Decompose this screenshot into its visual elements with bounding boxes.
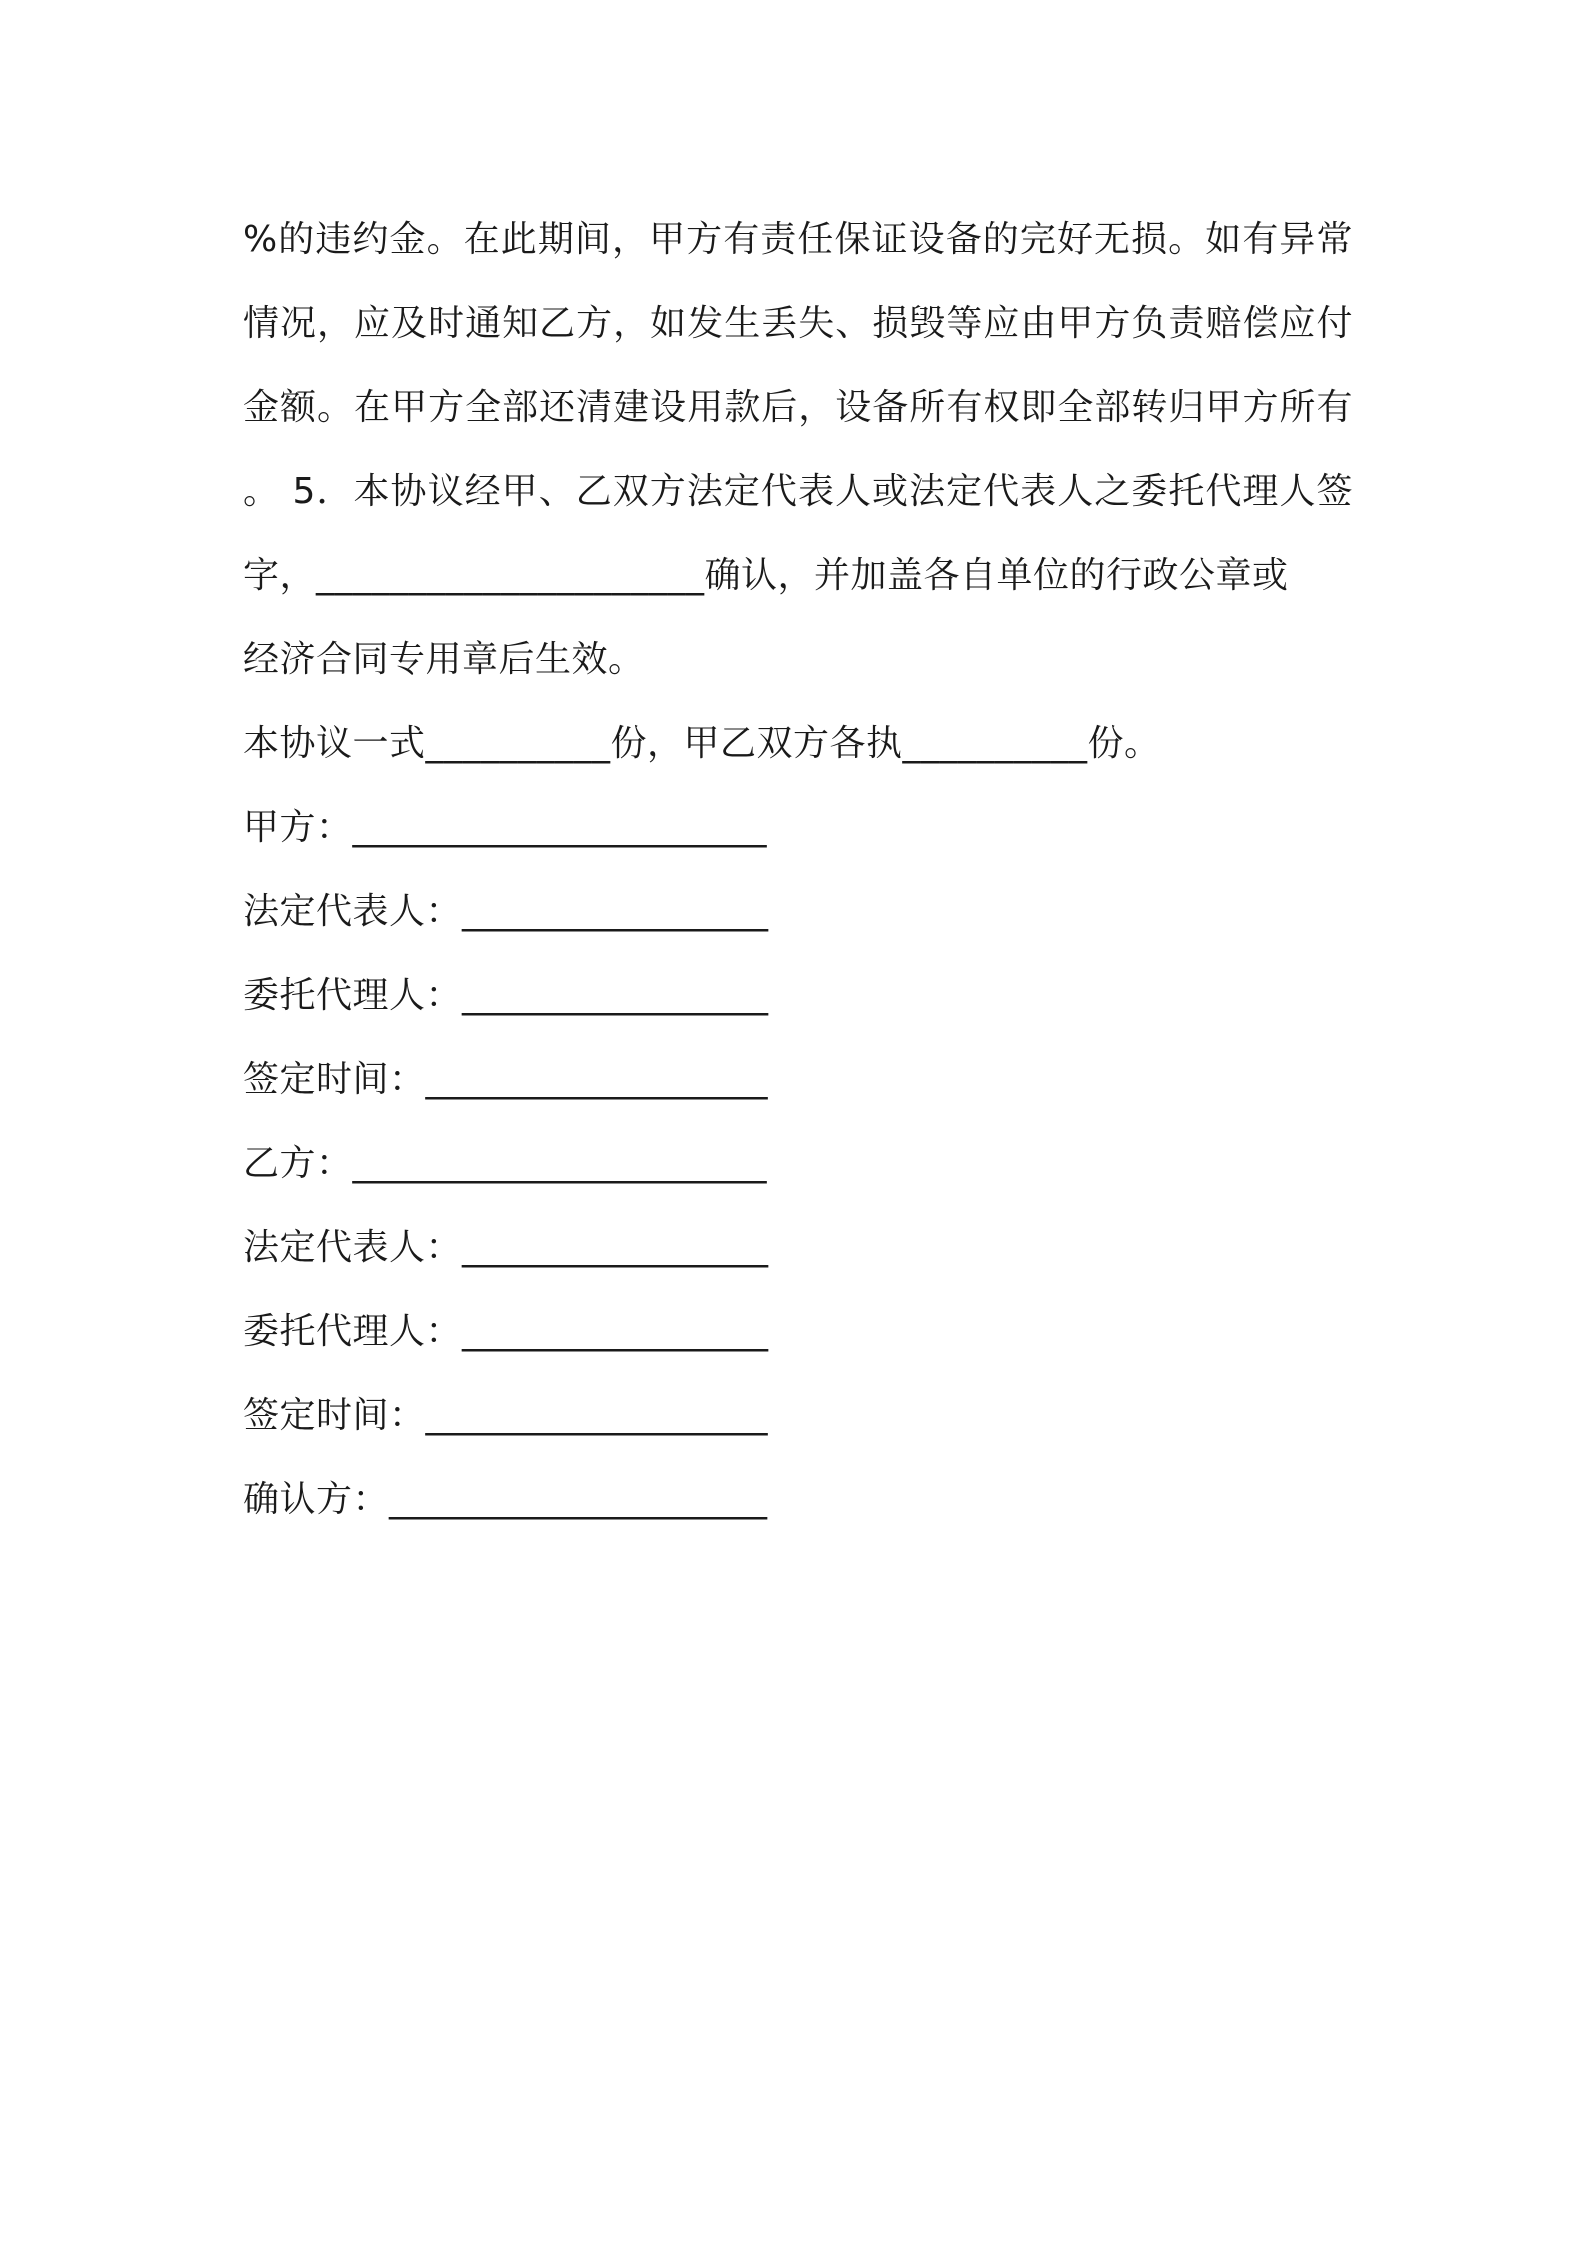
- paragraph-line: 经济合同专用章后生效。: [243, 639, 645, 680]
- signature-field-legal-rep-b: [243, 1206, 1353, 1290]
- signature-field-party-a: [243, 786, 1353, 870]
- paragraph-line: %的违约金。在此期间，甲方有责任保证设备的完好无损。如有异常: [243, 219, 1353, 260]
- signature-field-legal-rep-a: [243, 870, 1353, 954]
- signature-field-date-a: [243, 1038, 1353, 1122]
- signature-blank: _________________: [462, 1311, 769, 1352]
- field-label: 甲方：: [243, 807, 353, 848]
- document-body: [243, 198, 1353, 1542]
- signature-blank: _______________________: [352, 1143, 767, 1184]
- field-label: 签定时间：: [243, 1395, 426, 1436]
- signature-field-agent-a: [243, 954, 1353, 1038]
- signature-field-party-b: [243, 1122, 1353, 1206]
- field-label: 委托代理人：: [243, 1311, 463, 1352]
- signature-blank: _________________: [462, 891, 769, 932]
- copies-line: 本协议一式__________份，甲乙双方各执__________份。: [243, 723, 1161, 764]
- signature-blank: _________________: [462, 1227, 769, 1268]
- field-label: 乙方：: [243, 1143, 353, 1184]
- signature-field-confirming-party: [243, 1458, 1353, 1542]
- paragraph-line: 。 5．本协议经甲、乙双方法定代表人或法定代表人之委托代理人签: [243, 471, 1353, 512]
- field-label: 委托代理人：: [243, 975, 463, 1016]
- signature-blank: ___________________: [425, 1059, 768, 1100]
- paragraph-line: 金额。在甲方全部还清建设用款后，设备所有权即全部转归甲方所有: [243, 387, 1353, 428]
- field-label: 法定代表人：: [243, 1227, 463, 1268]
- signature-blank: _________________: [462, 975, 769, 1016]
- signature-blank: _______________________: [352, 807, 767, 848]
- signature-blank: ___________________: [425, 1395, 768, 1436]
- field-label: 确认方：: [243, 1479, 390, 1520]
- field-label: 签定时间：: [243, 1059, 426, 1100]
- signature-blank: _____________________: [389, 1479, 768, 1520]
- paragraph-line: 情况，应及时通知乙方，如发生丢失、损毁等应由甲方负责赔偿应付: [243, 303, 1353, 344]
- signature-field-date-b: [243, 1374, 1353, 1458]
- signature-field-agent-b: [243, 1290, 1353, 1374]
- field-label: 法定代表人：: [243, 891, 463, 932]
- paragraph-line: 字，_____________________确认，并加盖各自单位的行政公章或: [243, 555, 1289, 596]
